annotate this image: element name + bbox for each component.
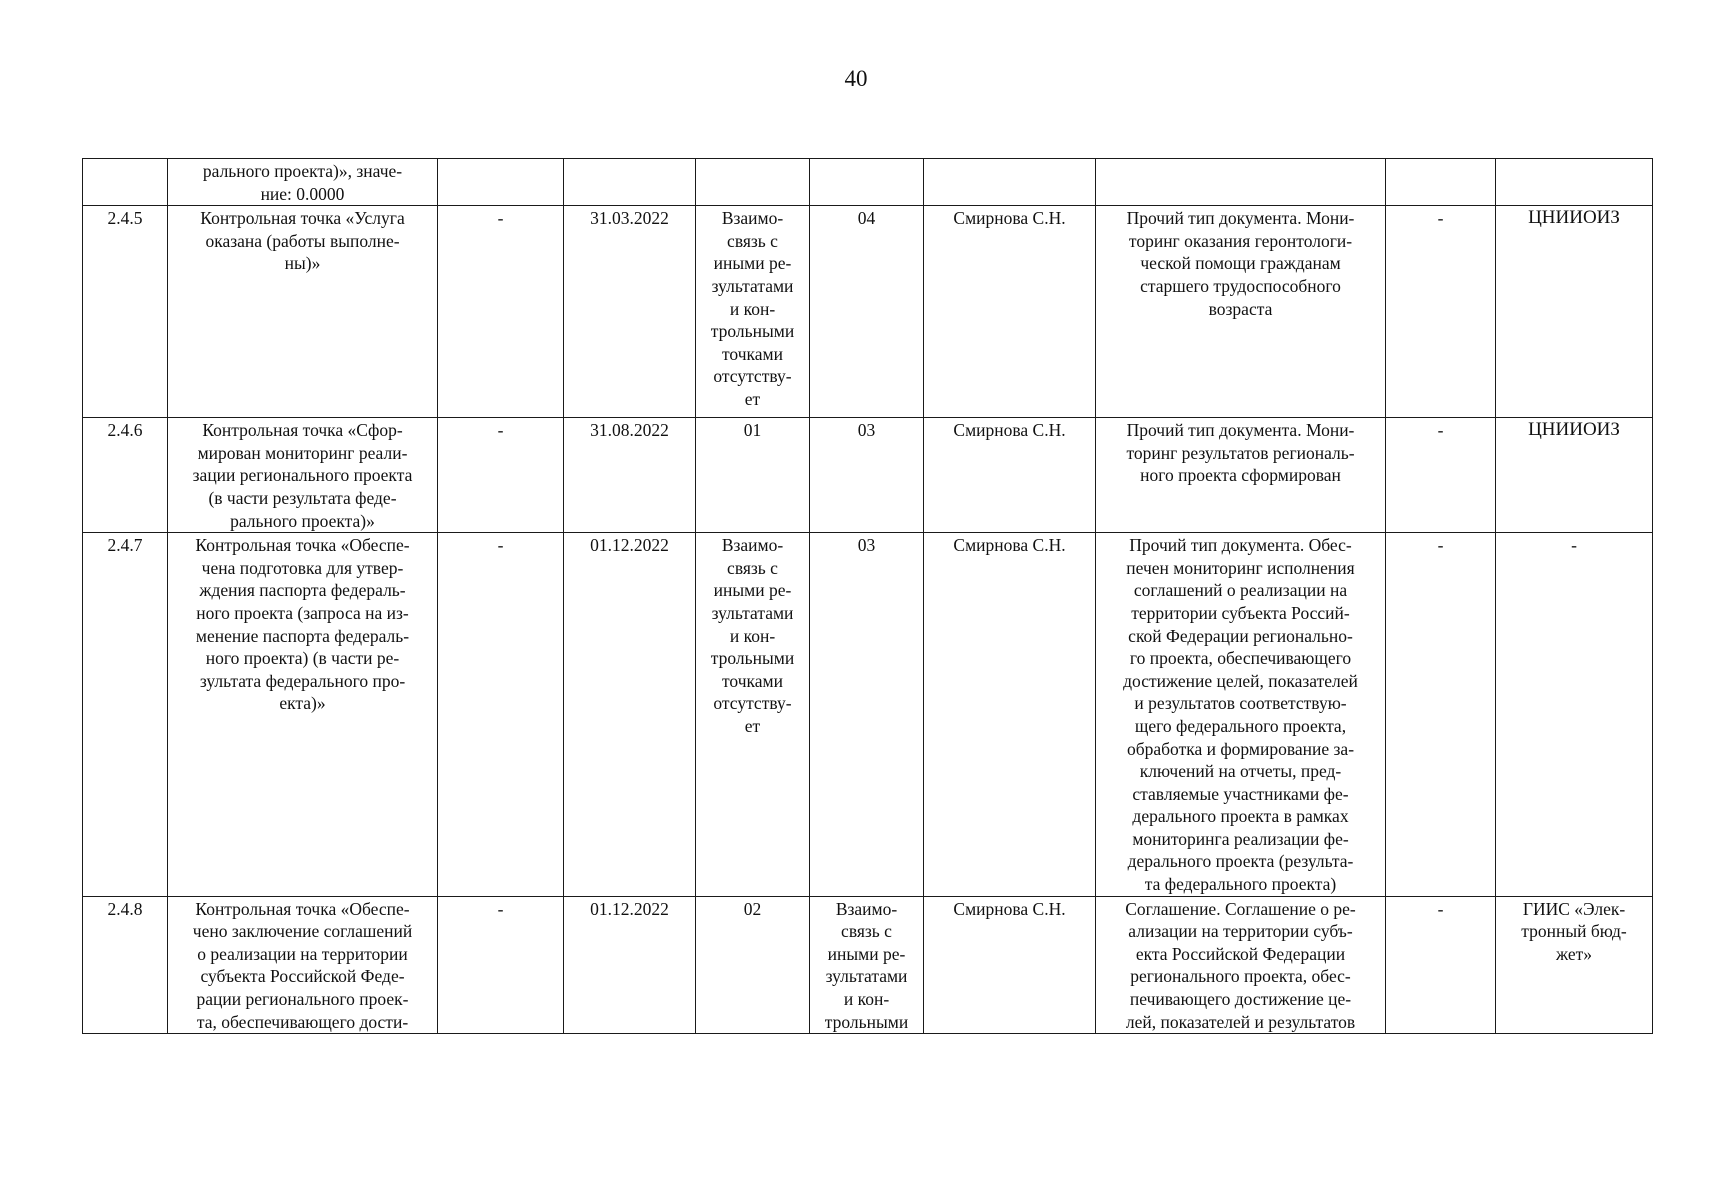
cell-col5 <box>696 159 810 206</box>
cell-col9 <box>1386 159 1496 206</box>
table-row <box>83 206 1653 418</box>
row-number: 2.4.5 <box>83 206 168 418</box>
table-row <box>83 533 1653 897</box>
cell-col3: - <box>438 418 564 533</box>
table-row <box>83 896 1653 1034</box>
row-number: 2.4.6 <box>83 418 168 533</box>
cell-col9: - <box>1386 206 1496 418</box>
cell-col5: 01 <box>696 418 810 533</box>
cell-col6: Взаимо- связь с иными ре- зультатами и кон- трольными <box>810 896 924 1034</box>
control-point-name: Контрольная точка «Обеспе- чена подготовка для утвер- ждения паспорта федераль- ного проекта (запроса на из- менение паспорта федераль- ного проекта) (в части ре- зультата федерального про- екта)» <box>168 533 438 897</box>
control-point-name: Контрольная точка «Услуга оказана (работы выполне- ны)» <box>168 206 438 418</box>
cell-col9: - <box>1386 896 1496 1034</box>
deadline-date: 31.08.2022 <box>564 418 696 533</box>
cell-col9: - <box>1386 418 1496 533</box>
cell-col3: - <box>438 896 564 1034</box>
responsible-person <box>924 159 1096 206</box>
cell-col6: 04 <box>810 206 924 418</box>
deadline-date: 01.12.2022 <box>564 533 696 897</box>
cell-col3 <box>438 159 564 206</box>
cell-col3: - <box>438 206 564 418</box>
information-system: ЦНИИОИЗ <box>1496 418 1653 533</box>
control-point-name: Контрольная точка «Обеспе- чено заключение соглашений о реализации на территории субъекта Российской Феде- рации регионального проек- та, обеспечивающего дости- <box>168 896 438 1034</box>
information-system: - <box>1496 533 1653 897</box>
deadline-date: 01.12.2022 <box>564 896 696 1034</box>
document-description: Прочий тип документа. Обес- печен мониторинг исполнения соглашений о реализации на территории субъекта Россий- ской Федерации регионально- го проекта, обеспечивающего достижение целей, показателей и результатов соответствую- щего федерального проекта, обработка и формирование за- ключений на отчеты, пред- ставляемые участниками фе- дерального проекта в рамках мониторинга реализации фе- дерального проекта (результа- та федерального проекта) <box>1096 533 1386 897</box>
table-row <box>83 159 1653 206</box>
cell-col5: 02 <box>696 896 810 1034</box>
responsible-person: Смирнова С.Н. <box>924 418 1096 533</box>
deadline-date: 31.03.2022 <box>564 206 696 418</box>
information-system <box>1496 159 1653 206</box>
cell-col6: 03 <box>810 418 924 533</box>
cell-col6 <box>810 159 924 206</box>
cell-col9: - <box>1386 533 1496 897</box>
responsible-person: Смирнова С.Н. <box>924 206 1096 418</box>
responsible-person: Смирнова С.Н. <box>924 896 1096 1034</box>
page-number: 40 <box>844 66 868 91</box>
information-system: ЦНИИОИЗ <box>1496 206 1653 418</box>
information-system: ГИИС «Элек- тронный бюд- жет» <box>1496 896 1653 1034</box>
document-description <box>1096 159 1386 206</box>
row-number: 2.4.7 <box>83 533 168 897</box>
control-point-name: рального проекта)», значе- ние: 0.0000 <box>168 159 438 206</box>
cell-col5: Взаимо- связь с иными ре- зультатами и кон- трольными точками отсутству- ет <box>696 206 810 418</box>
responsible-person: Смирнова С.Н. <box>924 533 1096 897</box>
control-point-name: Контрольная точка «Сфор- мирован мониторинг реали- зации регионального проекта (в части результата феде- рального проекта)» <box>168 418 438 533</box>
document-description: Соглашение. Соглашение о ре- ализации на территории субъ- екта Российской Федерации регионального проекта, обес- печивающего достижение це- лей, показателей и результатов <box>1096 896 1386 1034</box>
document-description: Прочий тип документа. Мони- торинг результатов региональ- ного проекта сформирован <box>1096 418 1386 533</box>
cell-col3: - <box>438 533 564 897</box>
cell-col6: 03 <box>810 533 924 897</box>
control-points-table <box>82 158 1653 1034</box>
row-number: 2.4.8 <box>83 896 168 1034</box>
deadline-date <box>564 159 696 206</box>
document-description: Прочий тип документа. Мони- торинг оказания геронтологи- ческой помощи гражданам старшего трудоспособного возраста <box>1096 206 1386 418</box>
table-row <box>83 418 1653 533</box>
row-number <box>83 159 168 206</box>
cell-col5: Взаимо- связь с иными ре- зультатами и кон- трольными точками отсутству- ет <box>696 533 810 897</box>
